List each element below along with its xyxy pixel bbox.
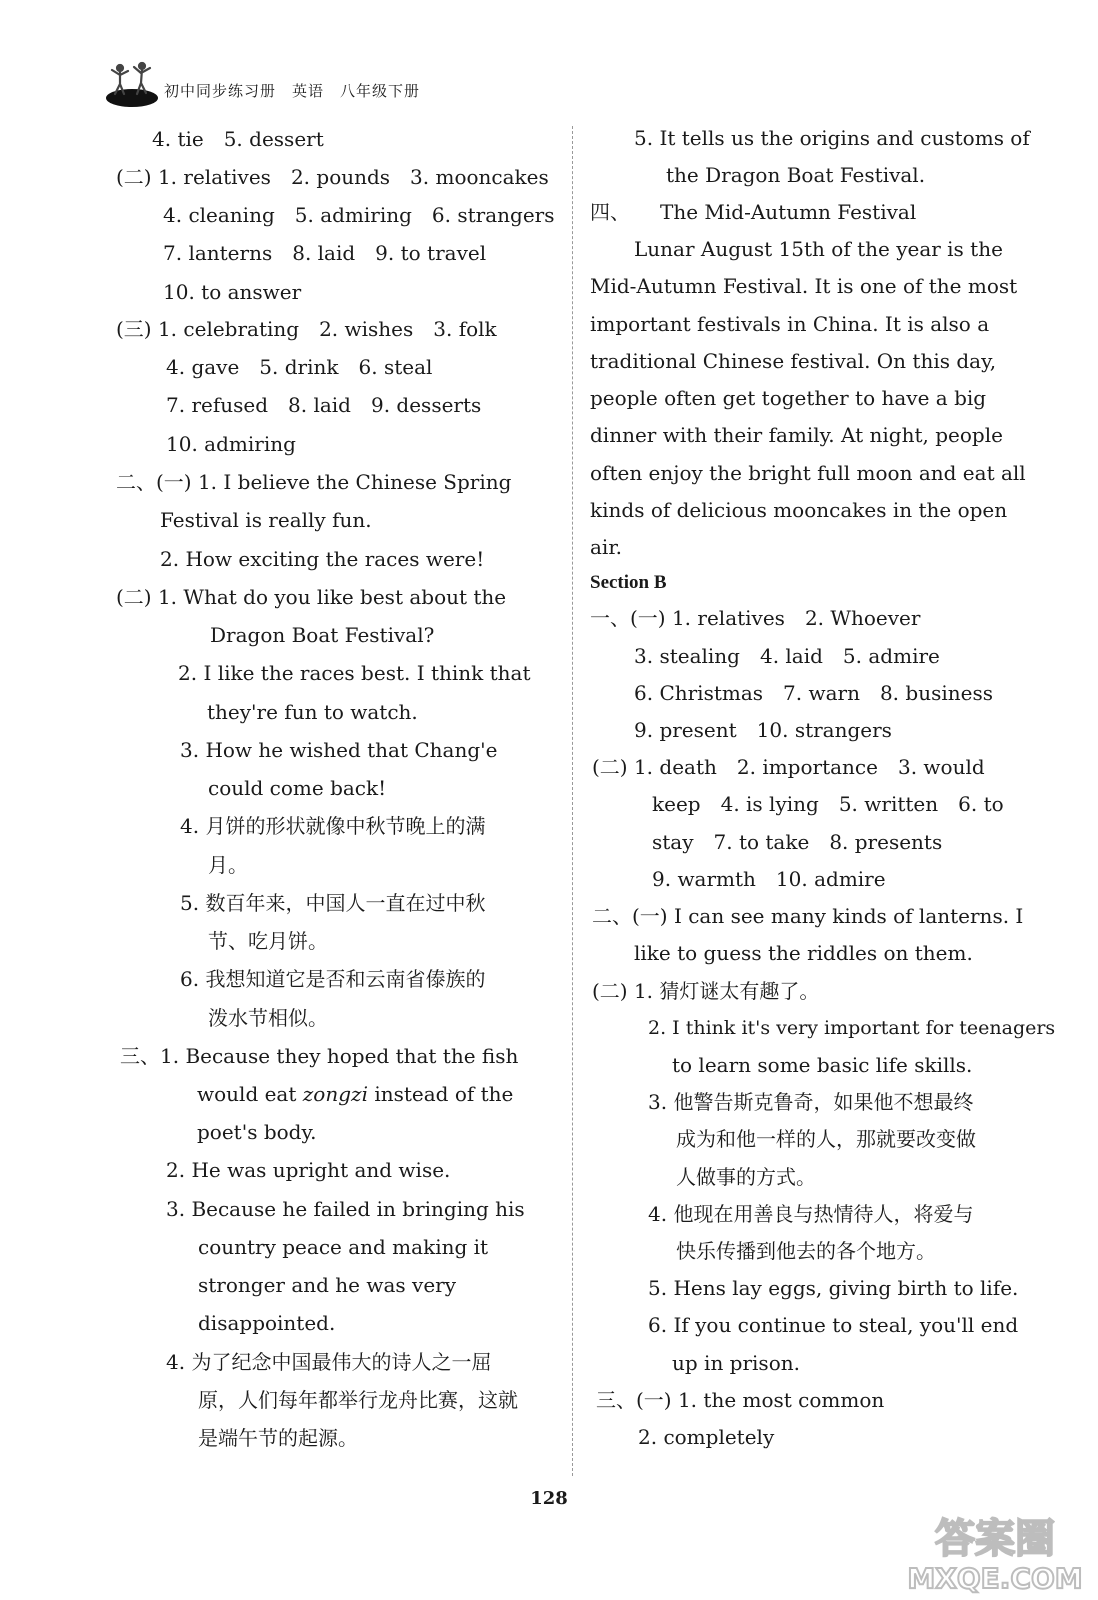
answer-line: (二) 1. 猜灯谜太有趣了。 bbox=[592, 979, 820, 1003]
answer-line: they're fun to watch. bbox=[207, 700, 418, 724]
header-title: 初中同步练习册 英语 八年级下册 bbox=[164, 82, 421, 100]
passage-line: air. bbox=[590, 535, 623, 559]
answer-line: 三、(一) 1. the most common bbox=[596, 1388, 885, 1412]
dancers-logo-icon bbox=[104, 58, 162, 110]
watermark-top-text: 答案圈 bbox=[935, 1516, 1055, 1562]
answer-line: 三、1. Because they hoped that the fish bbox=[120, 1044, 519, 1068]
answer-line: 9. warmth 10. admire bbox=[652, 867, 886, 891]
answer-line: 泼水节相似。 bbox=[208, 1006, 328, 1030]
answer-line: 一、(一) 1. relatives 2. Whoever bbox=[590, 606, 921, 630]
answer-line: stay 7. to take 8. presents bbox=[652, 830, 943, 854]
answer-line: Festival is really fun. bbox=[160, 508, 372, 532]
answer-line: 4. 月饼的形状就像中秋节晚上的满 bbox=[180, 814, 486, 838]
answer-line: 5. It tells us the origins and customs of bbox=[634, 126, 1030, 150]
answer-line: 6. If you continue to steal, you'll end bbox=[648, 1313, 1019, 1337]
answer-line: disappointed. bbox=[198, 1311, 336, 1335]
passage-line: Lunar August 15th of the year is the bbox=[634, 237, 1003, 261]
passage-line: often enjoy the bright full moon and eat all bbox=[590, 461, 1026, 485]
answer-line: the Dragon Boat Festival. bbox=[666, 163, 926, 187]
answer-text: would eat bbox=[197, 1082, 297, 1106]
answer-line: 2. He was upright and wise. bbox=[166, 1158, 451, 1182]
watermark-logo bbox=[900, 1502, 1090, 1594]
answer-line: like to guess the riddles on them. bbox=[634, 941, 973, 965]
answer-line: (二) 1. death 2. importance 3. would bbox=[592, 755, 985, 779]
answer-line: 2. I like the races best. I think that bbox=[178, 661, 531, 685]
answer-line: 快乐传播到他去的各个地方。 bbox=[676, 1239, 936, 1263]
answer-line: country peace and making it bbox=[198, 1235, 489, 1259]
page-number: 128 bbox=[530, 1488, 568, 1509]
answer-line: 3. Because he failed in bringing his bbox=[166, 1197, 525, 1221]
section-heading: Section B bbox=[590, 572, 667, 593]
answer-line: 2. I think it's very important for teenagers bbox=[648, 1017, 1056, 1039]
answer-line: 9. present 10. strangers bbox=[634, 718, 892, 742]
answer-line: 10. to answer bbox=[163, 280, 302, 304]
answer-line: 10. admiring bbox=[166, 432, 296, 456]
answer-line: 3. How he wished that Chang'e bbox=[180, 738, 498, 762]
answer-line: up in prison. bbox=[672, 1351, 800, 1375]
answer-line: 7. refused 8. laid 9. desserts bbox=[166, 393, 482, 417]
passage-line: kinds of delicious mooncakes in the open bbox=[590, 498, 1008, 522]
answer-line: Dragon Boat Festival? bbox=[210, 623, 435, 647]
passage-line: traditional Chinese festival. On this day, bbox=[590, 349, 997, 373]
answer-line: 是端午节的起源。 bbox=[198, 1426, 358, 1450]
italic-term: zongzi bbox=[302, 1082, 368, 1106]
answer-line: 3. 他警告斯克鲁奇，如果他不想最终 bbox=[648, 1090, 974, 1114]
answer-line: 人做事的方式。 bbox=[676, 1165, 816, 1189]
answer-line: 5. Hens lay eggs, giving birth to life. bbox=[648, 1276, 1019, 1300]
passage-line: people often get together to have a big bbox=[590, 386, 987, 410]
running-header bbox=[104, 58, 464, 110]
passage-line: important festivals in China. It is also a bbox=[590, 312, 990, 336]
answer-line: 6. 我想知道它是否和云南省傣族的 bbox=[180, 967, 486, 991]
answer-line: (二) 1. relatives 2. pounds 3. mooncakes bbox=[116, 165, 549, 189]
answer-line: keep 4. is lying 5. written 6. to bbox=[652, 792, 1004, 816]
answer-line: 2. How exciting the races were! bbox=[160, 547, 485, 571]
answer-line: 节、吃月饼。 bbox=[208, 929, 328, 953]
answer-text: instead of the bbox=[374, 1082, 514, 1106]
answer-line: 4. cleaning 5. admiring 6. strangers bbox=[163, 203, 555, 227]
answer-line: to learn some basic life skills. bbox=[672, 1053, 973, 1077]
answer-line: 月。 bbox=[208, 853, 248, 877]
passage-line: dinner with their family. At night, people bbox=[590, 423, 1003, 447]
answer-line: 6. Christmas 7. warn 8. business bbox=[634, 681, 993, 705]
answer-line: 二、(一) 1. I believe the Chinese Spring bbox=[116, 470, 512, 494]
passage-line: Mid-Autumn Festival. It is one of the most bbox=[590, 274, 1018, 298]
answer-line: stronger and he was very bbox=[198, 1273, 457, 1297]
answer-line: 原，人们每年都举行龙舟比赛，这就 bbox=[198, 1388, 518, 1412]
answer-line: 二、(一) I can see many kinds of lanterns. I bbox=[592, 904, 1024, 928]
answer-line: 四、 The Mid-Autumn Festival bbox=[590, 200, 917, 224]
answer-line bbox=[197, 1079, 513, 1109]
column-divider bbox=[572, 126, 573, 1476]
answer-line: 2. completely bbox=[638, 1425, 775, 1449]
answer-line: poet's body. bbox=[197, 1120, 317, 1144]
answer-line: 4. gave 5. drink 6. steal bbox=[166, 355, 433, 379]
answer-line: 成为和他一样的人，那就要改变做 bbox=[676, 1127, 976, 1151]
answer-line: 4. tie 5. dessert bbox=[152, 127, 324, 151]
answer-line: (三) 1. celebrating 2. wishes 3. folk bbox=[116, 317, 497, 341]
answer-line: 5. 数百年来，中国人一直在过中秋 bbox=[180, 891, 486, 915]
answer-line: 4. 他现在用善良与热情待人，将爱与 bbox=[648, 1202, 974, 1226]
answer-line: 3. stealing 4. laid 5. admire bbox=[634, 644, 940, 668]
answer-line: 4. 为了纪念中国最伟大的诗人之一屈 bbox=[166, 1350, 492, 1374]
answer-line: 7. lanterns 8. laid 9. to travel bbox=[163, 241, 487, 265]
answer-line: (二) 1. What do you like best about the bbox=[116, 585, 507, 609]
watermark-bottom-text: MXQE.COM bbox=[907, 1562, 1083, 1594]
answer-line: could come back! bbox=[208, 776, 387, 800]
